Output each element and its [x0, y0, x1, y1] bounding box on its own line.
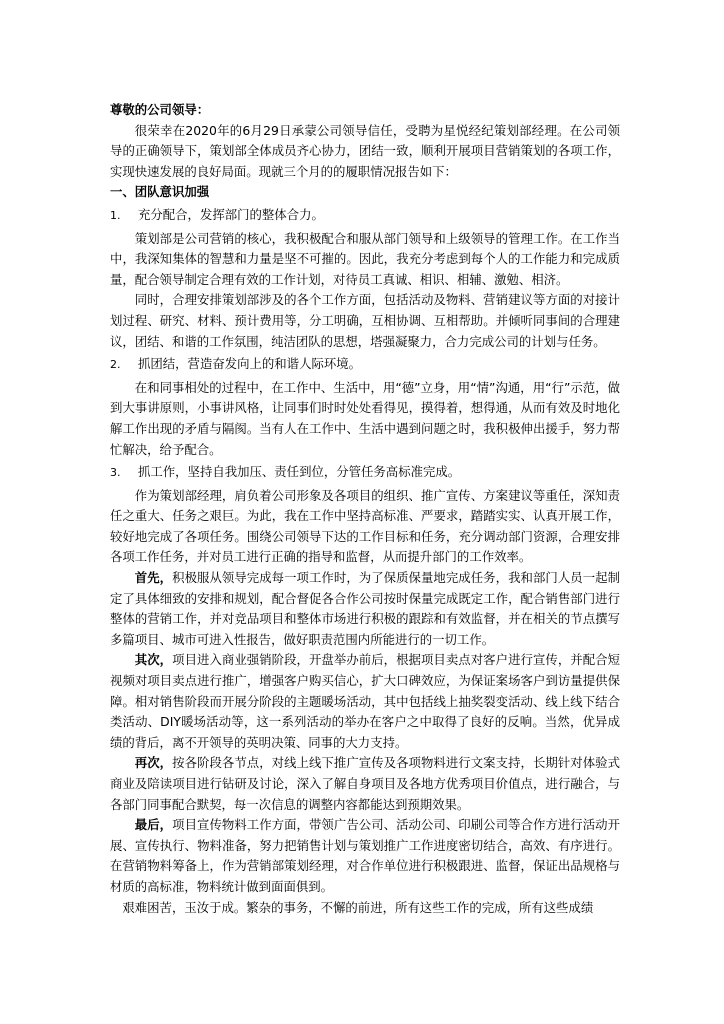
body-paragraph: 作为策划部经理，肩负着公司形象及各项目的组织、推广宣传、方案建议等重任，深知责任之重大、任务之艰巨。为此，我在工作中坚持高标准、严要求，踏踏实实、认真开展工作，较好地完成了各项任务。围绕公司领导下达的工作目标和任务，充分调动部门资源，合理安排各项工作任务，并对员工进行正确的指导和监督，从而提升部门的工作效率。	[110, 487, 620, 565]
body-paragraph: 在和同事相处的过程中，在工作中、生活中，用“德”立身，用“情”沟通，用“行”示范，做到大事讲原则，小事讲风格，让同事们时时处处看得见，摸得着，想得通，从而有效及时地化解工作出现的矛盾与隔阂。当有人在工作中、生活中遇到问题之时，我积极伸出援手，努力帮忙解决，给予配合。	[110, 379, 620, 457]
numbered-item-1	[110, 205, 620, 227]
detail-paragraph-last	[110, 815, 620, 897]
body-paragraph: 策划部是公司营销的核心，我积极配合和服从部门领导和上级领导的管理工作。在工作当中，我深知集体的智慧和力量是坚不可摧的。因此，我充分考虑到每个人的工作能力和完成质量，配合领导制定合理有效的工作计划，对待员工真诚、相识、相辅、激勉、相济。	[110, 230, 620, 287]
section-heading: 一、团队意识加强	[110, 184, 210, 200]
lead-word: 再次，	[134, 755, 173, 771]
item-title: 抓团结，营造奋发向上的和谐人际环境。	[138, 356, 362, 372]
item-number: 2.	[110, 358, 121, 372]
lead-word: 最后，	[134, 817, 173, 833]
greeting: 尊敬的公司领导：	[110, 102, 210, 117]
item-number: 3.	[110, 466, 121, 480]
intro-paragraph: 很荣幸在2020年的6月29日承蒙公司领导信任，受聘为星悦经纪策划部经理。在公司领导的正确领导下，策划部全体成员齐心协力，团结一致，顺利开展项目营销策划的各项工作，实现快速发展的良好局面。现就三个月的的履职情况报告如下：	[110, 122, 620, 179]
lead-word: 首先，	[134, 570, 173, 586]
item-title: 充分配合，发挥部门的整体合力。	[138, 206, 324, 222]
lead-word: 其次，	[134, 652, 173, 668]
detail-text: 项目进入商业强销阶段，开盘举办前后，根据项目卖点对客户进行宣传，并配合短视频对项目卖点进行推广，增强客户购买信心，扩大口碑效应，为保证案场客户到访量提供保障。相对销售阶段而开展分阶段的主题暖场活动，其中包括线上抽奖裂变活动、线上线下结合类活动、DIY暖场活动等，这一系列活动的举办在客户之中取得了良好的反响。当然，优异成绩的背后，离不开领导的英明决策、同事的大力支持。	[110, 652, 621, 750]
numbered-item-2	[110, 354, 620, 376]
item-number: 1.	[110, 208, 121, 222]
detail-text: 项目宣传物料工作方面，带领广告公司、活动公司、印刷公司等合作方进行活动开展、宣传执行、物料准备，努力把销售计划与策划推广工作进度密切结合，高效、有序进行。在营销物料筹备上，作为营销部策划经理，对合作单位进行积极跟进、监督，保证出品规格与材质的高标准，物料统计做到面面俱到。	[110, 817, 621, 894]
item-title: 抓工作，坚持自我加压、责任到位，分管任务高标准完成。	[138, 464, 461, 480]
detail-paragraph-first	[110, 568, 620, 650]
body-paragraph: 同时，合理安排策划部涉及的各个工作方面，包括活动及物料、营销建议等方面的对接计划过程、研究、材料、预计费用等，分工明确，互相协调、互相帮助。并倾听同事间的合理建议，团结、和谐的工作氛围，纯洁团队的思想，塔强凝聚力，合力完成公司的计划与任务。	[110, 292, 620, 349]
detail-text: 按各阶段各节点，对线上线下推广宣传及各项物料进行文案支持，长期针对体验式商业及陪读项目进行钻研及讨论，深入了解自身项目及各地方优秀项目价值点，进行融合，与各部门同事配合默契，每一次信息的调整内容都能达到预期效果。	[110, 755, 621, 812]
numbered-item-3	[110, 462, 620, 484]
detail-paragraph-third	[110, 753, 620, 815]
closing-paragraph: 艰难困苦，玉汝于成。繁杂的事务，不懈的前进，所有这些工作的完成，所有这些成绩	[122, 899, 594, 915]
detail-paragraph-second	[110, 650, 620, 753]
detail-text: 积极服从领导完成每一项工作时，为了保质保量地完成任务，我和部门人员一起制定了具体细致的安排和规划，配合督促各合作公司按时保量完成既定工作，配合销售部门进行整体的营销工作，并对竞品项目和整体市场进行积极的跟踪和有效监督，并在相关的节点撰写多篇项目、城市可进入性报告，做好职责范围内所能进行的一切工作。	[110, 570, 621, 647]
